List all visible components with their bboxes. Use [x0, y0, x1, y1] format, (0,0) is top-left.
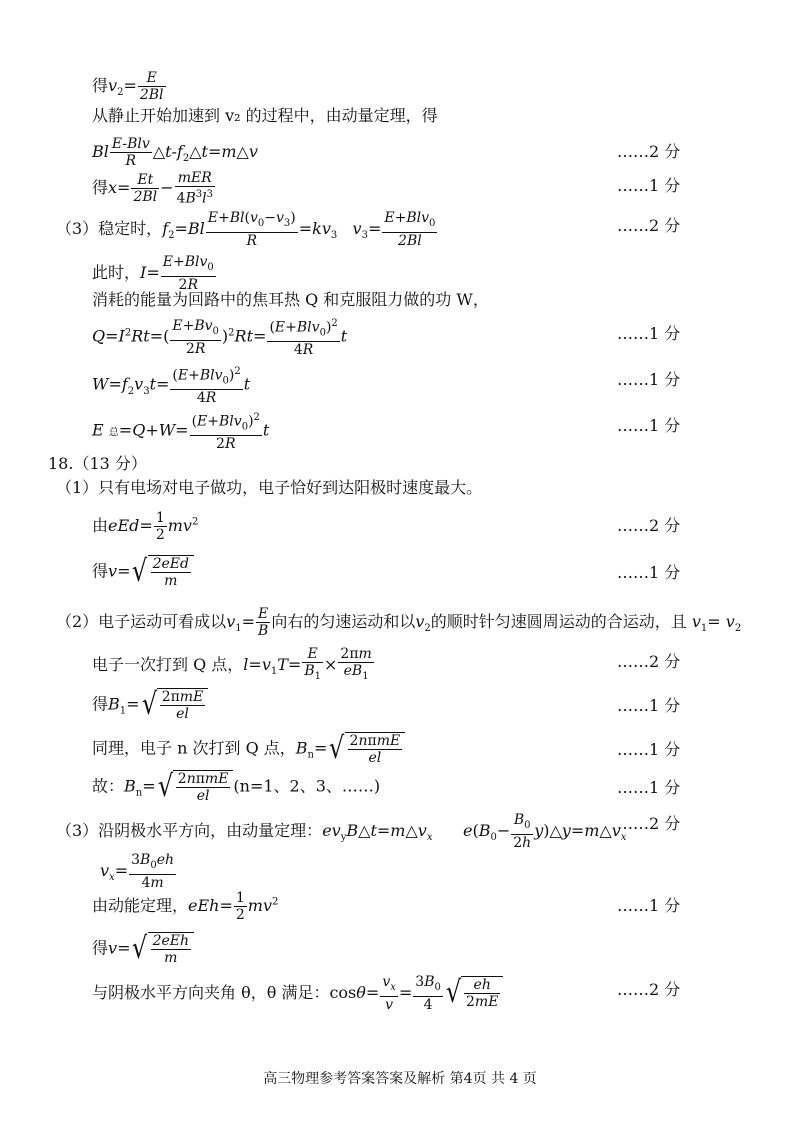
score: ……2 分: [617, 814, 681, 833]
text-prefix: 同理，电子 n 次打到 Q 点，: [92, 738, 296, 758]
paragraph-text: 与阴极水平方向夹角 θ，θ 满足：: [92, 982, 330, 1002]
text-prefix: 此时，: [92, 262, 141, 282]
page-footer: 高三物理参考答案答案及解析 第4页 共 4 页: [263, 1071, 537, 1087]
score: ……1 分: [617, 176, 681, 195]
text-prefix: 电子一次打到 Q 点，: [92, 654, 244, 674]
score: ……2 分: [617, 652, 681, 671]
text-prefix: 得: [92, 938, 109, 958]
text-prefix: 故：: [92, 776, 125, 796]
text-prefix: 得: [92, 177, 109, 197]
text-prefix: 由: [92, 516, 109, 535]
text-prefix: 得: [92, 694, 109, 714]
score: ……1 分: [617, 563, 681, 582]
paragraph-text: 从静止开始加速到 v₂ 的过程中，由动量定理，得: [92, 106, 438, 125]
part-label: （3）稳定时，: [56, 218, 163, 238]
score: ……1 分: [617, 416, 681, 435]
score: ……1 分: [617, 324, 681, 343]
paragraph-text: 消耗的能量为回路中的焦耳热 Q 和克服阻力做的功 W，: [92, 290, 489, 309]
score: ……2 分: [617, 216, 681, 235]
condition-text: (n=1、2、3、……): [233, 776, 381, 796]
text-prefix: 由动能定理，: [92, 896, 189, 915]
text-prefix: 得: [92, 76, 109, 95]
score: ……2 分: [617, 142, 681, 161]
text-prefix: 得: [92, 561, 109, 581]
score: ……1 分: [617, 696, 681, 715]
question-number: 18.（13 分）: [48, 454, 147, 473]
score: ……1 分: [617, 740, 681, 759]
score: ……1 分: [617, 370, 681, 389]
paragraph-text: 向右的匀速运动和以: [271, 612, 416, 631]
paragraph-text: 的顺时针匀速圆周运动的合运动，且: [430, 612, 687, 631]
score: ……1 分: [617, 896, 681, 915]
fraction: $\frac{E}{2Bl}$: [139, 70, 164, 103]
score: ……2 分: [617, 980, 681, 999]
paragraph-text: （3）沿阴极水平方向，由动量定理：: [56, 820, 323, 840]
score: ……2 分: [617, 516, 681, 535]
paragraph-text: （2）电子运动可看成以: [56, 612, 227, 631]
paragraph-text: （1）只有电场对电子做功，电子恰好到达阳极时速度最大。: [56, 478, 483, 497]
score: ……1 分: [617, 778, 681, 797]
